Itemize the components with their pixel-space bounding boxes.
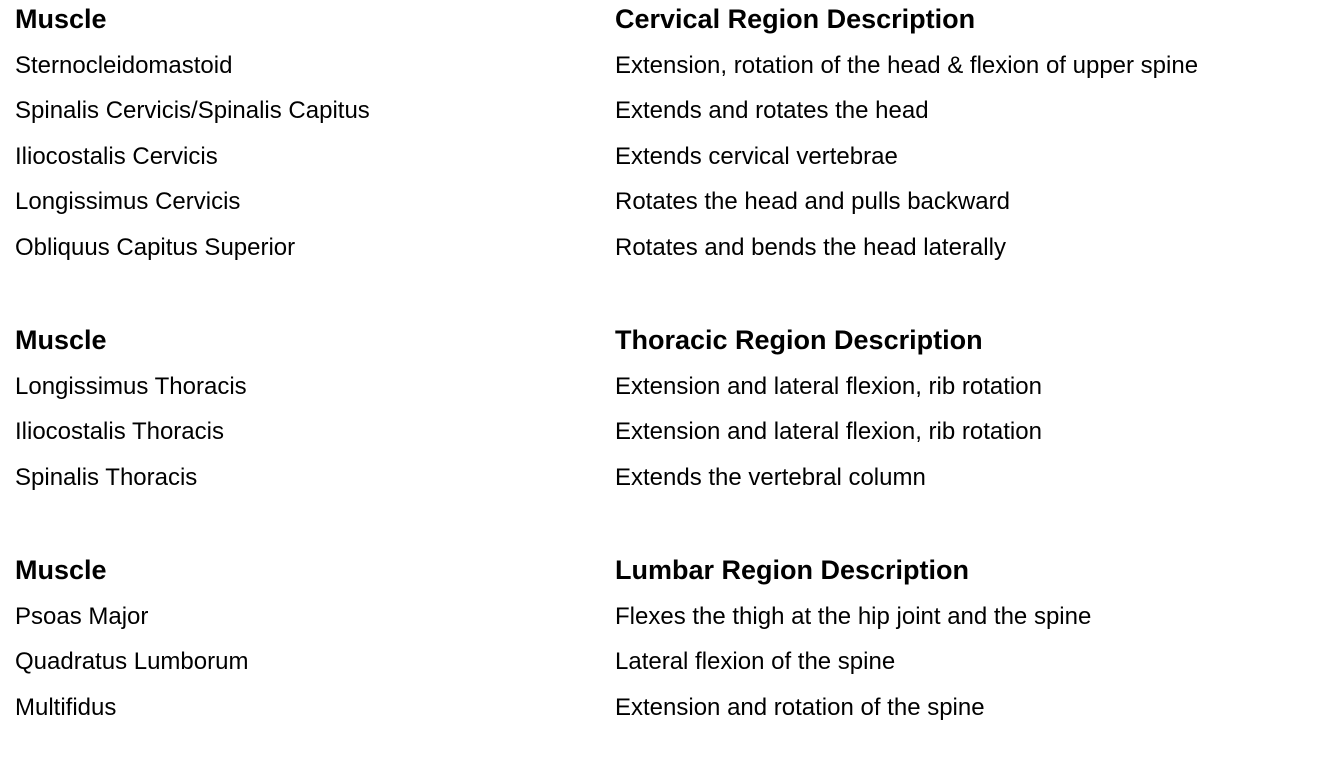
muscle-name: Longissimus Thoracis xyxy=(15,372,247,400)
muscle-column-header: Muscle xyxy=(15,4,107,34)
muscle-column-header: Muscle xyxy=(15,325,107,355)
lumbar-section xyxy=(15,548,1325,730)
muscle-name: Quadratus Lumborum xyxy=(15,648,249,675)
table-row xyxy=(15,409,1325,455)
table-row xyxy=(15,179,1325,225)
table-row xyxy=(15,364,1325,410)
muscle-description: Extension and lateral flexion, rib rotation xyxy=(615,418,1042,445)
muscle-name: Longissimus Cervicis xyxy=(15,188,241,215)
table-row xyxy=(15,43,1325,89)
muscle-description: Extends the vertebral column xyxy=(615,463,926,491)
muscle-name: Spinalis Thoracis xyxy=(15,463,198,491)
table-row xyxy=(15,134,1325,180)
section-header-row xyxy=(15,318,1325,364)
table-row xyxy=(15,88,1325,134)
muscle-description: Flexes the thigh at the hip joint and the spine xyxy=(615,602,1092,630)
muscle-name: Multifidus xyxy=(15,693,117,721)
muscle-name: Iliocostalis Cervicis xyxy=(15,142,218,170)
table-row xyxy=(15,225,1325,271)
muscle-name: Spinalis Cervicis/Spinalis Capitus xyxy=(15,97,370,124)
cervical-section xyxy=(15,0,1325,270)
muscle-name: Obliquus Capitus Superior xyxy=(15,233,296,261)
section-header-row xyxy=(15,0,1325,43)
muscle-name: Sternocleidomastoid xyxy=(15,51,233,79)
description-column-header: Cervical Region Description xyxy=(615,4,976,34)
muscle-name: Psoas Major xyxy=(15,602,149,630)
table-row xyxy=(15,685,1325,731)
muscle-description: Rotates the head and pulls backward xyxy=(615,188,1010,215)
muscle-column-header: Muscle xyxy=(15,555,107,585)
section-header-row xyxy=(15,548,1325,594)
muscle-description: Extends cervical vertebrae xyxy=(615,142,898,170)
muscle-description: Extends and rotates the head xyxy=(615,97,929,124)
muscle-name: Iliocostalis Thoracis xyxy=(15,418,224,445)
description-column-header: Thoracic Region Description xyxy=(615,325,983,355)
muscle-description: Rotates and bends the head laterally xyxy=(615,233,1006,261)
muscle-description: Extension and lateral flexion, rib rotation xyxy=(615,372,1042,400)
thoracic-section xyxy=(15,318,1325,500)
muscle-description: Lateral flexion of the spine xyxy=(615,648,896,675)
muscle-description: Extension, rotation of the head & flexion of upper spine xyxy=(615,51,1199,79)
table-row xyxy=(15,639,1325,685)
description-column-header: Lumbar Region Description xyxy=(615,555,970,585)
table-row xyxy=(15,594,1325,640)
muscle-description: Extension and rotation of the spine xyxy=(615,693,985,721)
table-row xyxy=(15,455,1325,501)
